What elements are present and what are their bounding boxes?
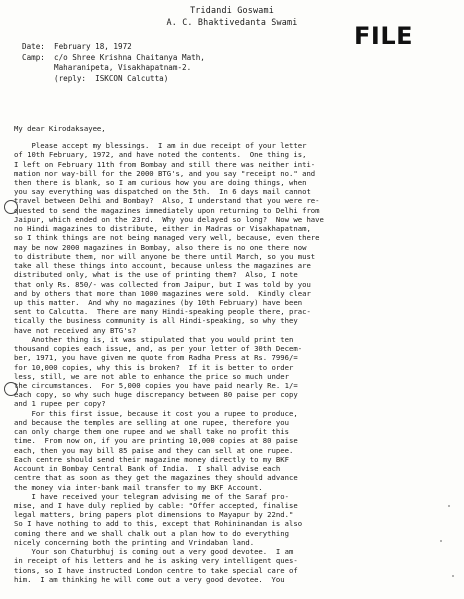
body-line: each, then you may bill 85 paise and they can sell at one rupee. [14, 445, 294, 455]
file-stamp: FILE [354, 22, 414, 50]
body-line: ber, 1971, you have given me quote from Radha Press at Rs. 7996/= [14, 353, 298, 363]
paper-speck [452, 575, 454, 577]
body-line: then there is blank, so I am curious how you are doing things, when [14, 177, 307, 187]
body-line: tions, so I have instructed London centre to take special care of [14, 565, 298, 575]
body-line: that only Rs. 850/- was collected from Jaipur, but I was told by you [14, 279, 311, 289]
body-line: you say everything was dispatched on the 5th. In 6 days mail cannot [14, 187, 311, 197]
paper-speck [440, 540, 442, 542]
body-line: for 10,000 copies, why this is broken? If it is better to order [14, 362, 294, 372]
meta-line: Date: February 18, 1972 [22, 42, 132, 51]
body-line: less, still, we are not able to enhance the price so much under [14, 371, 289, 381]
body-line: no Hindi magazines to distribute, either in Madras or Visakhapatnam, [14, 224, 311, 234]
meta-line: Maharanipeta, Visakhapatnam-2. [22, 63, 192, 72]
body-line: can only charge them one rupee and we shall take no profit this [14, 427, 289, 437]
body-line: may be now 2000 magazines in Bombay, also there is no one there now [14, 242, 307, 252]
body-line: and by others that more than 1000 magazines were sold. Kindly clear [14, 288, 311, 298]
body-line: So I have nothing to add to this, except that Rohininandan is also [14, 519, 303, 529]
body-line: the money via inter-bank mail transfer to my BKF Account. [14, 482, 263, 492]
body-line: him. I am thinking he will come out a very good devotee. You [14, 574, 285, 584]
body-line: distributed only, what is the use of printing them? Also, I note [14, 270, 298, 280]
body-line: I left on February 11th from Bombay and still there was neither inti- [14, 159, 316, 169]
body-line: I have received your telegram advising me of the Saraf pro- [14, 491, 289, 501]
margin-mark [4, 382, 18, 396]
body-line: to distribute them, nor will anyone be there until March, so you must [14, 251, 316, 261]
body-line: have not received any BTG's? [14, 325, 137, 335]
body-line: Each centre should send their magazine money directly to my BKF [14, 454, 289, 464]
body-line: up this matter. And why no magazines (by 10th February) have been [14, 297, 303, 307]
body-line: take all these things into account, because unless the magazines are [14, 261, 311, 270]
body-line: Your son Chaturbhuj is coming out a very good devotee. I am [14, 547, 294, 557]
body-line: of 10th February, 1972, and have noted the contents. One thing is, [14, 150, 307, 160]
body-line: mation nor way-bill for the 2000 BTG's, and you say "receipt no." and [14, 168, 316, 178]
body-line: Account in Bombay Central Bank of India. I shall advise each [14, 464, 281, 474]
meta-line: (reply: ISKCON Calcutta) [22, 73, 169, 83]
salutation: My dear Kirodaksayee, [14, 124, 106, 133]
body-line: nicely concerning both the printing and Vrindaban land. [14, 537, 255, 547]
letterhead-name: Tridandi Goswami [190, 5, 274, 15]
body-line: thousand copies each issue, and, as per your letter of 30th Decem- [14, 344, 303, 354]
body-line: Jaipur, which ended on the 23rd. Why you delayed so long? Now we have [14, 214, 324, 224]
body-line: each copy, so why such huge discrepancy between 80 paise per copy [14, 390, 298, 400]
body-line: mise, and I have duly replied by cable: "Offer accepted, finalise [14, 501, 298, 510]
body-line: legal matters, bring papers plot dimensions to Mayapur by 22nd." [14, 510, 294, 520]
body-line: Another thing is, it was stipulated that you would print ten [14, 334, 294, 344]
body-line: coming there and we shall chalk out a plan how to do everything [14, 528, 289, 538]
body-line: tically the business community is all Hindi-speaking, so why they [14, 316, 298, 326]
body-line: Please accept my blessings. I am in due receipt of your letter [14, 141, 307, 150]
body-line: so I think things are not being managed very well, because, even there [14, 233, 320, 243]
body-line: travel between Delhi and Bombay? Also, I understand that you were re- [14, 196, 320, 206]
body-line: in receipt of his letters and he is asking very intelligent ques- [14, 556, 298, 566]
body-line: For this first issue, because it cost you a rupee to produce, [14, 408, 298, 418]
body-line: centre that as soon as they get the magazines they should advance [14, 473, 298, 483]
body-line: and because the temples are selling at one rupee, therefore you [14, 417, 289, 427]
body-line: quested to send the magazines immediately upon returning to Delhi from [14, 205, 320, 215]
body-line: sent to Calcutta. There are many Hindi-speaking people there, prac- [14, 307, 311, 317]
paper-speck [448, 505, 450, 507]
body-line: and 1 rupee per copy? [14, 399, 106, 409]
body-line: time. From now on, if you are printing 10,000 copies at 80 paise [14, 436, 298, 446]
meta-line: Camp: c/o Shree Krishna Chaitanya Math, [22, 52, 205, 62]
letterhead-title: A. C. Bhaktivedanta Swami [166, 17, 298, 27]
margin-mark [4, 200, 18, 214]
body-line: the circumstances. For 5,000 copies you have paid nearly Re. 1/= [14, 381, 298, 390]
